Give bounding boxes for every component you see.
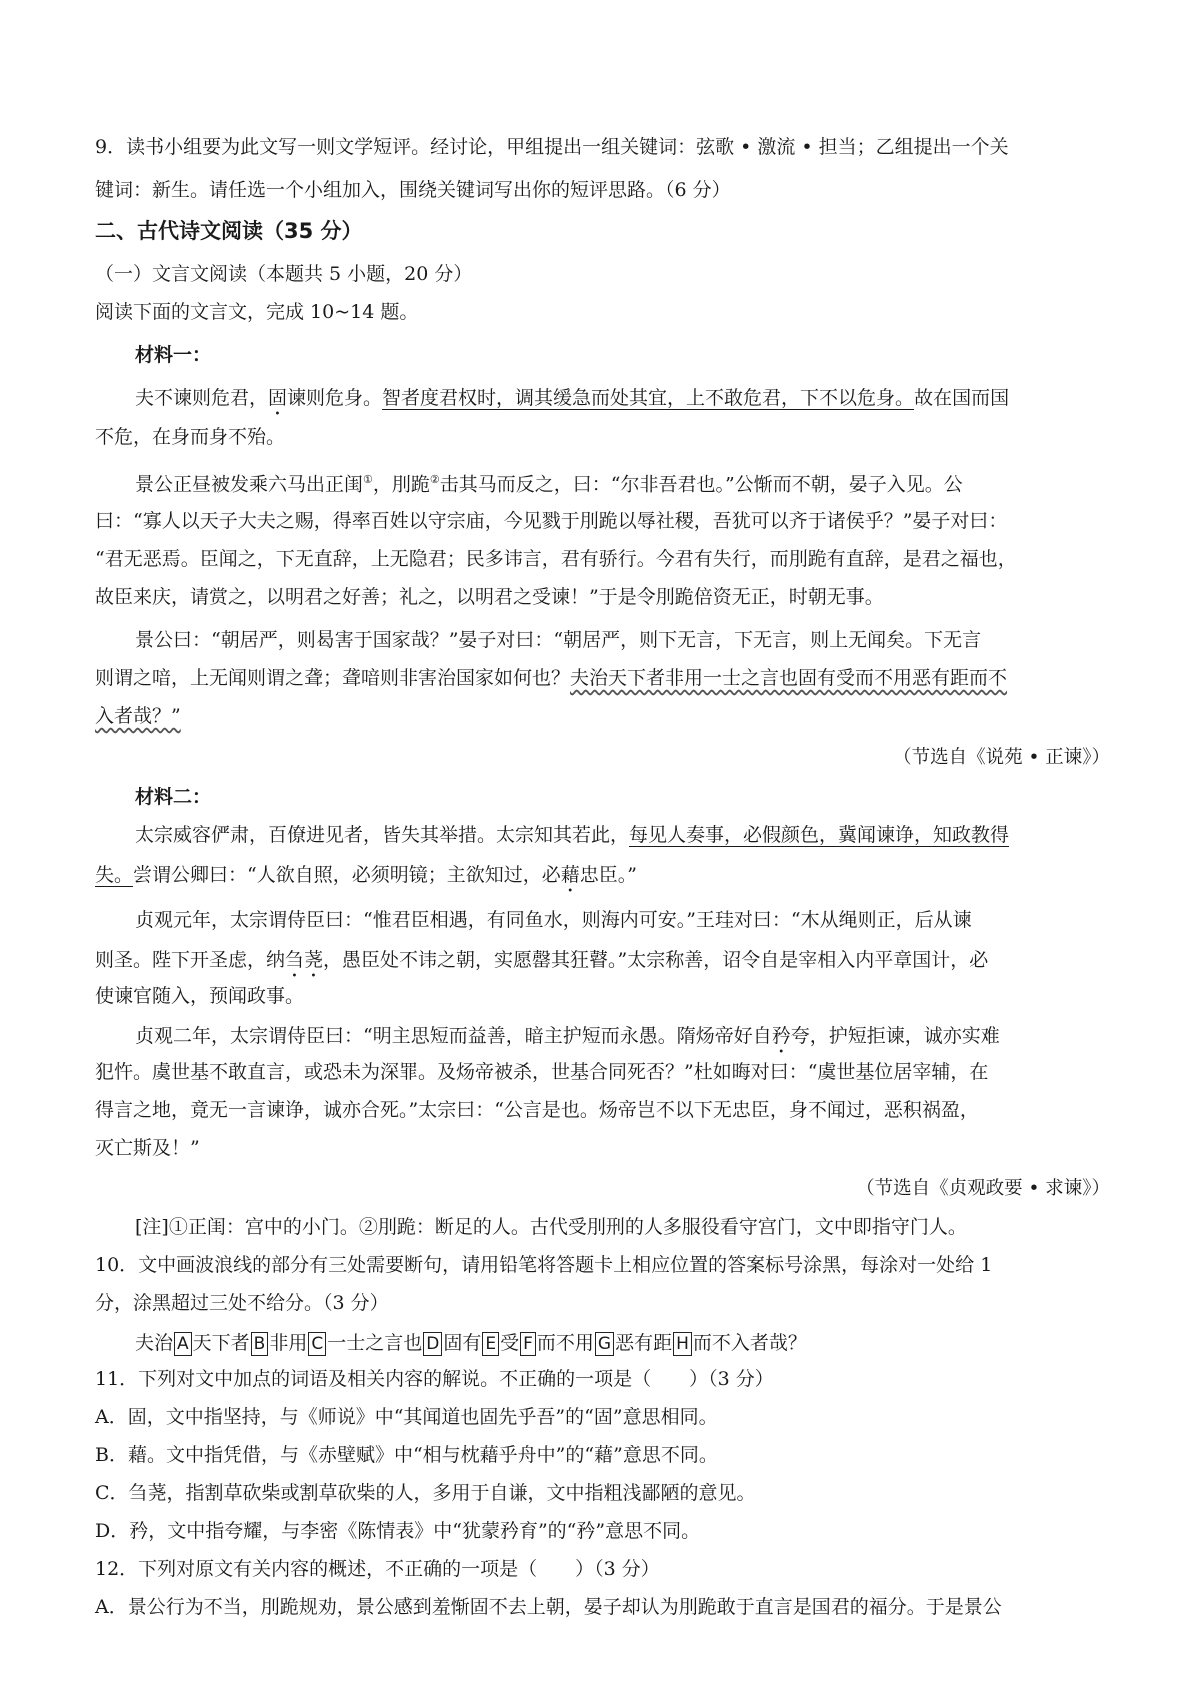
option-box-h[interactable]: H [673,1332,692,1356]
q11-option-b: B．藉。文中指凭借，与《赤壁赋》中“相与枕藉乎舟中”的“藉”意思不同。 [95,1444,718,1466]
m1-para2-line2: 曰：“寡人以天子大夫之赐，得率百姓以守宗庙，今见戮于刖跪以辱社稷，吾犹可以齐于诸侯乎？”晏子对曰： [95,510,1008,532]
section-heading: 二、古代诗文阅读（35 分） [95,219,363,243]
m2-para2-line1: 贞观元年，太宗谓侍臣曰：“惟君臣相遇，有同鱼水，则海内可安。”王珪对曰：“木从绳则正，后从谏 [135,909,972,931]
option-box-b[interactable]: B [251,1332,269,1356]
underlined-sentence-1: 智者度君权时，调其缓急而处其宜，上不敢危君，下不以危身。 [382,387,915,409]
m2-para1-line2: 失。尝谓公卿曰：“人欲自照，必须明镜；主欲知过，必藉忠臣。” [95,864,637,886]
material-2-label: 材料二： [135,786,212,808]
m2-para2-line3: 使谏官随入，预闻政事。 [95,985,305,1007]
m1-source: （节选自《说苑 • 正谏》） [893,747,1110,768]
q12-stem: 12．下列对原文有关内容的概述，不正确的一项是（ ）（3 分） [95,1558,660,1580]
section-intro: 阅读下面的文言文，完成 10~14 题。 [95,301,419,323]
note-marker-1: ① [363,473,373,486]
m1-para2-line1: 景公正昼被发乘六马出正闺①，刖跪②击其马而反之，曰：“尔非吾君也。”公惭而不朝，晏子入见。公 [135,473,963,496]
wavy-underlined-sentence: 夫治天下者非用一士之言也固有受而不用恶有距而不 [570,667,1008,689]
m1-para3-line1: 景公曰：“朝居严，则曷害于国家哉？”晏子对曰：“朝居严，则下无言，下无言，则上无闻矣。下无言 [135,629,982,651]
m1-para2-line4: 故臣来庆，请赏之，以明君之好善；礼之，以明君之受谏！”于是令刖跪倍资无正，时朝无事。 [95,586,884,608]
m2-para3-line2: 犯忤。虞世基不敢直言，或恐未为深罪。及炀帝被杀，世基合同死否？”杜如晦对曰：“虞世基位居宰辅，在 [95,1061,989,1083]
m2-para3-line1: 贞观二年，太宗谓侍臣曰：“明主思短而益善，暗主护短而永愚。隋炀帝好自矜夸，护短拒谏，诚亦实难 [135,1025,1000,1047]
m1-para1-line2: 不危，在身而身不殆。 [95,426,286,448]
q11-option-a: A．固，文中指坚持，与《师说》中“其闻道也固先乎吾”的“固”意思相同。 [95,1406,718,1428]
dotted-word-ji: 藉 [560,864,580,886]
q12-option-a: A．景公行为不当，刖跪规劝，景公感到羞惭固不去上朝，晏子却认为刖跪敢于直言是国君的福分。于是景公 [95,1596,1002,1618]
option-box-c[interactable]: C [308,1332,326,1356]
dotted-word-churao: 刍荛 [285,949,324,971]
m2-source: （节选自《贞观政要 • 求谏》） [856,1178,1110,1199]
q10-line-1: 10．文中画波浪线的部分有三处需要断句，请用铅笔将答题卡上相应位置的答案标号涂黑，每涂对一处给 1 [95,1254,993,1276]
option-box-e[interactable]: E [482,1332,499,1356]
q11-option-c: C．刍荛，指割草砍柴或割草砍柴的人，多用于自谦，文中指粗浅鄙陋的意见。 [95,1482,756,1504]
m1-para3-line2: 则谓之喑，上无闻则谓之聋；聋喑则非害治国家如何也？夫治天下者非用一士之言也固有受而不用恶有距而不 [95,667,1008,689]
q10-segmentation: 夫治 A 天下者 B 非用 C 一士之言也 D 固有 E 受 F 而不用 G 恶有距 H 而不入者哉？ [135,1332,807,1354]
m1-para2-line3: “君无恶焉。臣闻之，下无直辞，上无隐君；民多讳言，君有骄行。今君有失行，而刖跪有直辞，是君之福也， [95,548,1017,570]
m2-para3-line4: 灭亡斯及！” [95,1137,200,1159]
material-1-label: 材料一： [135,344,212,366]
dotted-word-jin: 矜 [771,1025,791,1047]
q11-option-d: D．矜，文中指夸耀，与李密《陈情表》中“犹蒙矜育”的“矜”意思不同。 [95,1520,701,1542]
dotted-word-gu: 固 [268,387,288,409]
underlined-sentence-2: 每见人奏事，必假颜色，冀闻谏诤，知政教得 [629,824,1010,846]
option-box-f[interactable]: F [520,1332,536,1356]
section-subheading: （一）文言文阅读（本题共 5 小题，20 分） [95,263,473,285]
annotation-note: [注]①正闺：宫中的小门。②刖跪：断足的人。古代受刖刑的人多服役看守宫门，文中即指守门人。 [135,1216,967,1238]
m1-para3-line3: 入者哉？” [95,705,181,727]
m1-para1-line1: 夫不谏则危君，固谏则危身。智者度君权时，调其缓急而处其宜，上不敢危君，下不以危身。故在国而国 [135,387,1010,409]
m2-para3-line3: 得言之地，竟无一言谏诤，诚亦合死。”太宗曰：“公言是也。炀帝岂不以下无忠臣，身不闻过，恶积祸盈， [95,1099,979,1121]
option-box-d[interactable]: D [423,1332,442,1356]
q11-stem: 11．下列对文中加点的词语及相关内容的解说。不正确的一项是（ ）（3 分） [95,1368,774,1390]
m2-para1-line1: 太宗威容俨肃，百僚进见者，皆失其举措。太宗知其若此，每见人奏事，必假颜色，冀闻谏诤，知政教得 [135,824,1010,846]
q9-line-2: 键词：新生。请任选一个小组加入，围绕关键词写出你的短评思路。（6 分） [95,179,731,201]
note-marker-2: ② [429,473,440,486]
option-box-a[interactable]: A [174,1332,192,1356]
option-box-g[interactable]: G [595,1332,614,1356]
q9-line-1: 9．读书小组要为此文写一则文学短评。经讨论，甲组提出一组关键词：弦歌 • 激流 • 担当；乙组提出一个关 [95,136,1009,158]
q10-line-2: 分，涂黑超过三处不给分。（3 分） [95,1292,389,1314]
m2-para2-line2: 则圣。陛下开圣虑，纳刍荛，愚臣处不讳之朝，实愿罄其狂瞽。”太宗称善，诏令自是宰相入内平章国计，必 [95,949,989,971]
